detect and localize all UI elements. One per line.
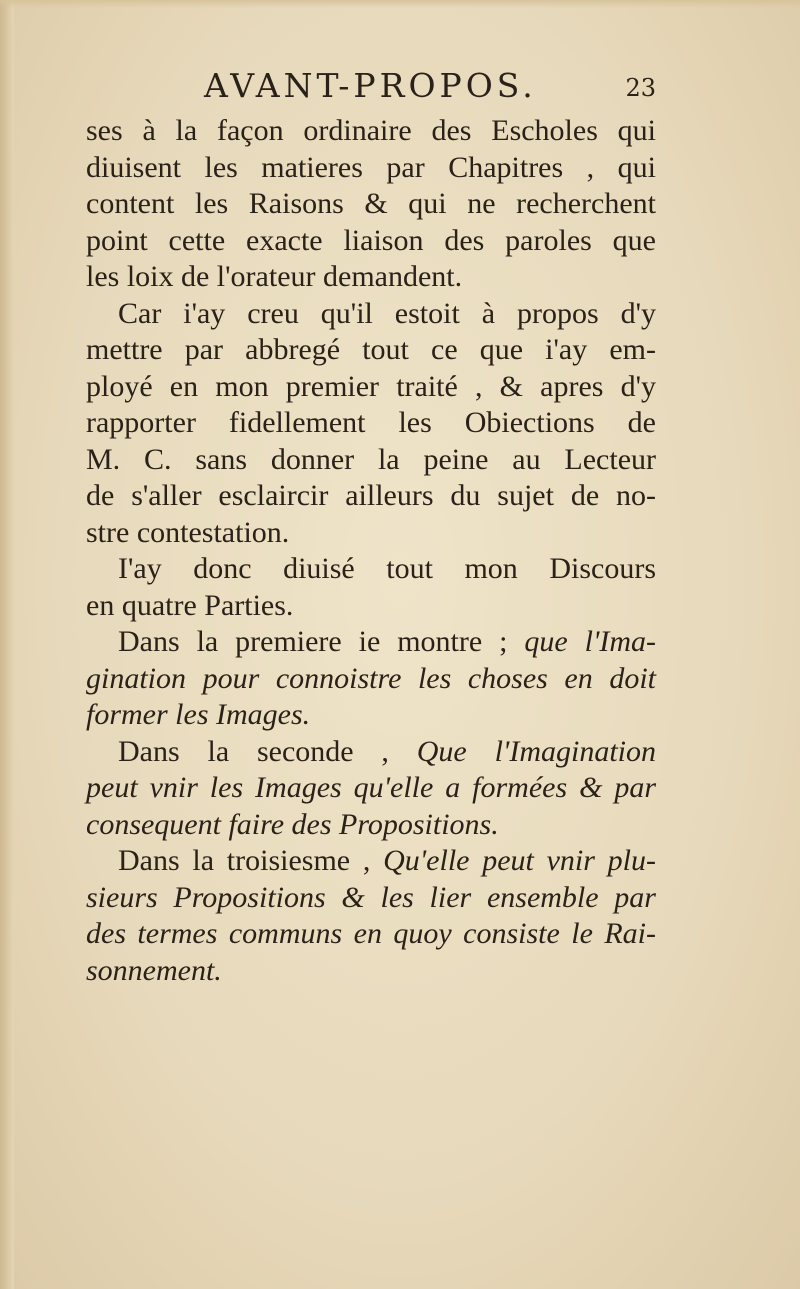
text-line: content les Raisons & qui ne recherchent — [86, 187, 656, 220]
italic-span: Que l'Imagination — [416, 734, 656, 768]
text-line: point cette exacte liaison des paroles que — [86, 223, 656, 257]
paragraph-start-line: I'ay donc diuisé tout mon Discours — [118, 552, 656, 585]
paragraph-start-line — [86, 624, 656, 661]
italic-line: sonnement. — [86, 953, 222, 987]
running-title: AVANT-PROPOS. — [204, 66, 537, 105]
paragraph-start-line — [86, 843, 656, 880]
page-number: 23 — [625, 74, 656, 102]
text-line: mettre par abbregé tout ce que i'ay em- — [86, 333, 656, 366]
italic-span: que l'Ima- — [524, 625, 657, 658]
page-top-edge — [0, 0, 800, 8]
italic-line: former les Images. — [86, 698, 311, 731]
italic-line: sieurs Propositions & les lier ensemble par — [86, 880, 656, 914]
text-line: ses à la façon ordinaire des Escholes qui — [86, 114, 656, 147]
text-span: Dans la premiere ie montre ; — [118, 625, 508, 658]
text-line: ployé en mon premier traité , & apres d'y — [86, 369, 656, 403]
text-line: en quatre Parties. — [86, 588, 294, 622]
text-line: diuisent les matieres par Chapitres , qui — [86, 150, 656, 184]
text-line: rapporter fidellement les Obiections de — [86, 406, 656, 439]
italic-line: gination pour connoistre les choses en doit — [86, 661, 656, 695]
italic-span: Qu'elle peut vnir plu- — [383, 844, 656, 877]
text-span: Dans la troisiesme , — [118, 844, 371, 877]
italic-line: peut vnir les Images qu'elle a formées & par — [86, 771, 656, 804]
body-text — [86, 113, 656, 989]
text-line: stre contestation. — [86, 515, 290, 549]
text-line: M. C. sans donner la peine au Lecteur — [86, 442, 656, 476]
italic-line: consequent faire des Propositions. — [86, 807, 499, 841]
page-gutter-shadow — [0, 0, 14, 1289]
paragraph-start-line: Car i'ay creu qu'il estoit à propos d'y — [118, 296, 656, 330]
text-span: Dans la seconde , — [118, 734, 389, 768]
paragraph-start-line — [86, 734, 656, 771]
text-line: les loix de l'orateur demandent. — [86, 260, 463, 293]
text-line: de s'aller esclaircir ailleurs du sujet de no- — [86, 479, 656, 512]
italic-line: des termes communs en quoy consiste le Rai- — [86, 917, 656, 950]
page-header — [86, 66, 656, 114]
